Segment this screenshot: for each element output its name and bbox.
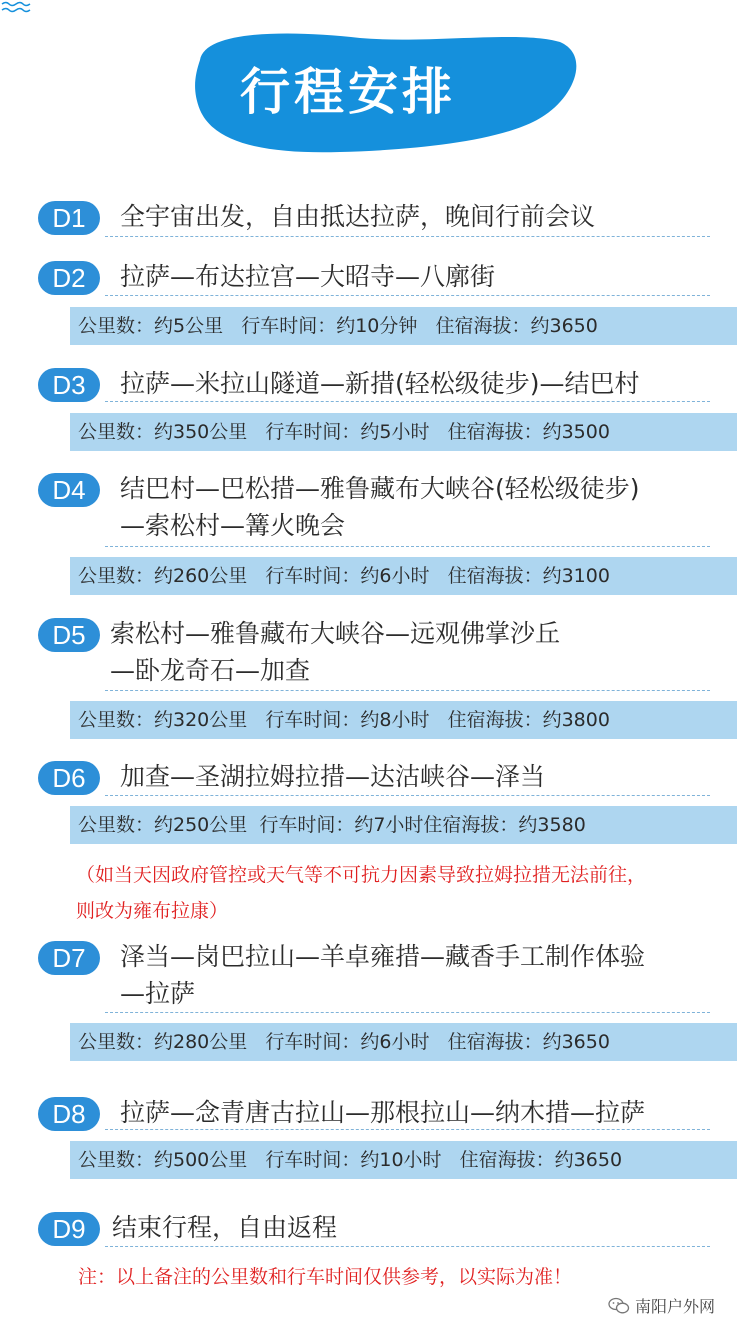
day-info-bar [70,557,737,595]
page-title: 行程安排 [240,63,456,121]
day-info-bar [70,806,737,844]
day-badge: D3 [38,368,100,402]
day-badge: D9 [38,1212,100,1246]
day-route: 拉萨—米拉山隧道—新措(轻松级徒步)—结巴村 [120,369,640,398]
header [0,0,750,175]
day-badge: D2 [38,261,100,295]
day-route: 加查—圣湖拉姆拉措—达沽峡谷—泽当 [120,762,546,791]
divider [105,690,710,691]
day-route: 拉萨—念青唐古拉山—那根拉山—纳木措—拉萨 [120,1098,646,1127]
day-info: 公里数：约260公里 行车时间：约6小时 住宿海拔：约3100 [78,565,610,587]
day-info: 公里数：约500公里 行车时间：约10小时 住宿海拔：约3650 [78,1149,623,1171]
divider [105,295,710,296]
wave-icon [0,0,32,14]
day-route: 索松村—雅鲁藏布大峡谷—远观佛掌沙丘 —卧龙奇石—加查 [110,619,561,685]
day-info-bar [70,413,737,451]
day-badge: D4 [38,473,100,507]
divider [105,1246,710,1247]
day-info-bar [70,1023,737,1061]
day-info: 公里数：约320公里 行车时间：约8小时 住宿海拔：约3800 [78,709,610,731]
day-badge: D5 [38,618,100,652]
day-info: 公里数：约250公里 行车时间：约7小时住宿海拔：约3580 [78,814,586,836]
day-info-bar [70,701,737,739]
divider [105,546,710,547]
day-info-bar [70,1141,737,1179]
day-route: 泽当—岗巴拉山—羊卓雍措—藏香手工制作体验 —拉萨 [120,942,646,1008]
watermark-text: 南阳户外网 [635,1297,716,1316]
day-info: 公里数：约350公里 行车时间：约5小时 住宿海拔：约3500 [78,421,610,443]
day-route: 拉萨—布达拉宫—大昭寺—八廓街 [120,262,496,291]
day-badge: D6 [38,761,100,795]
divider [105,236,710,237]
day-badge: D8 [38,1097,100,1131]
day-route: 结巴村—巴松措—雅鲁藏布大峡谷(轻松级徒步) —索松村—篝火晚会 [120,474,640,540]
wechat-icon [608,1297,630,1315]
day-badge: D7 [38,941,100,975]
footer-note: 注：以上备注的公里数和行车时间仅供参考，以实际为准！ [78,1266,573,1288]
divider [105,1129,710,1130]
day-info-bar [70,307,737,345]
day-route: 结束行程，自由返程 [112,1213,338,1242]
day-badge: D1 [38,201,100,235]
d6-note: （如当天因政府管控或天气等不可抗力因素导致拉姆拉措无法前往， 则改为雍布拉康） [76,864,647,922]
divider [105,1012,710,1013]
divider [105,401,710,402]
day-info: 公里数：约280公里 行车时间：约6小时 住宿海拔：约3650 [78,1031,610,1053]
watermark [608,1294,715,1317]
day-route: 全宇宙出发，自由抵达拉萨，晚间行前会议 [120,202,596,231]
day-info: 公里数：约5公里 行车时间：约10分钟 住宿海拔：约3650 [78,315,598,337]
divider [105,795,710,796]
